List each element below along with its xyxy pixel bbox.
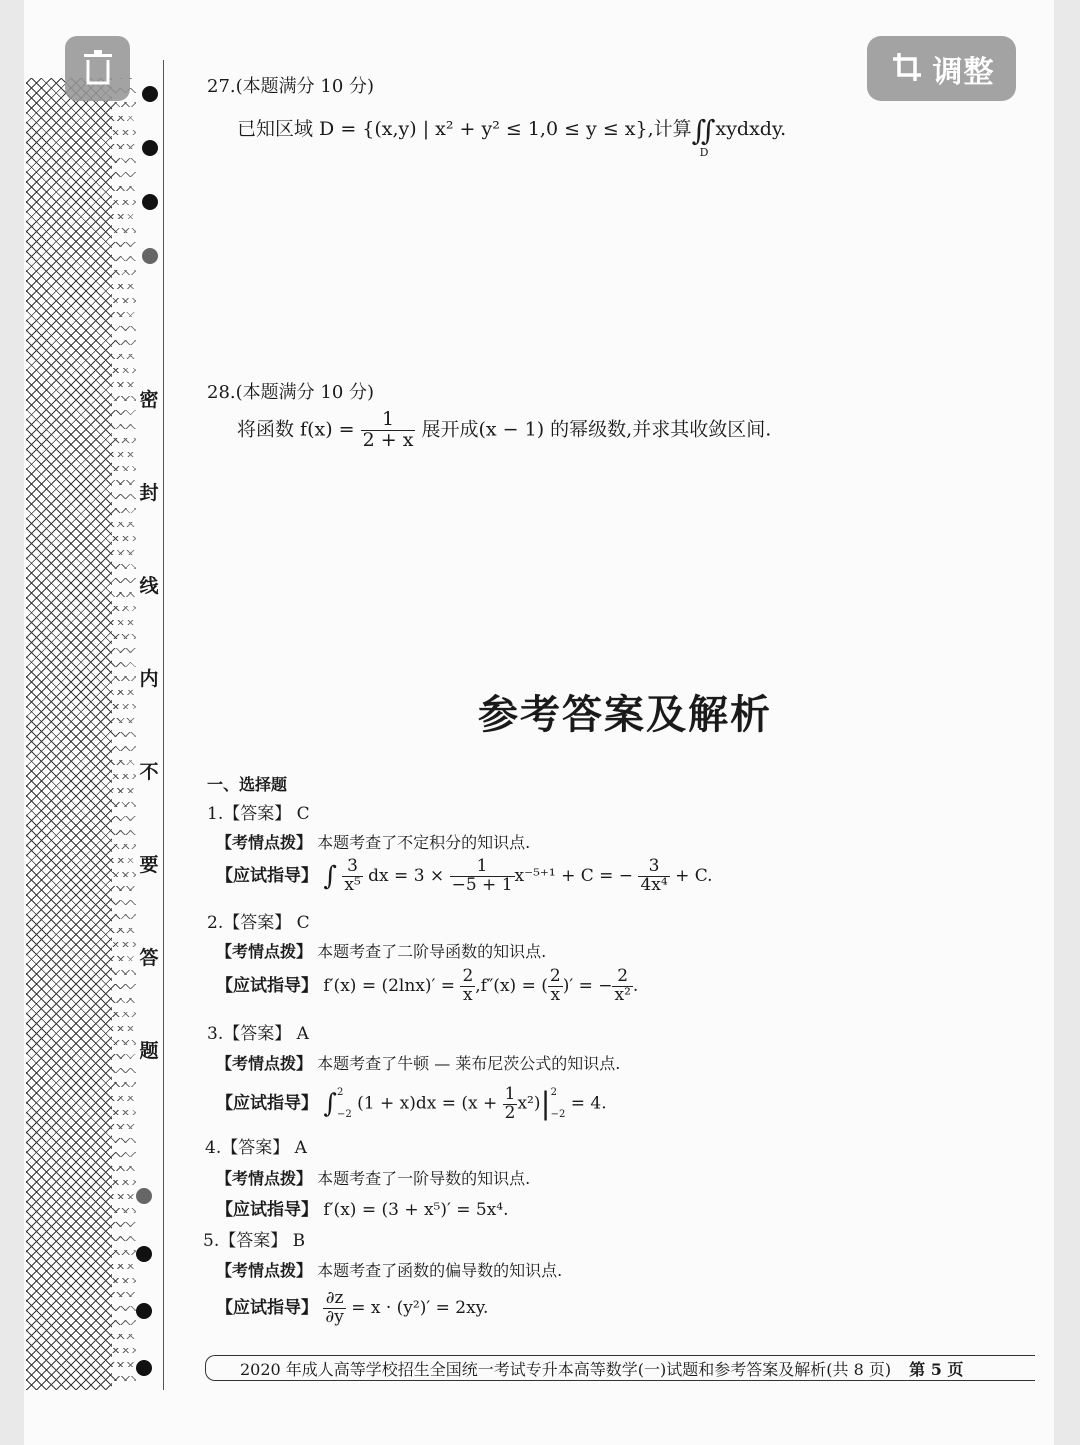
numerator: 1 bbox=[361, 410, 416, 431]
adjust-button[interactable] bbox=[867, 36, 1016, 101]
formula-text: = x · (y²)′ = 2xy. bbox=[351, 1297, 489, 1318]
binding-hole bbox=[142, 86, 158, 102]
denominator: x² bbox=[614, 984, 631, 1005]
kq-5 bbox=[216, 1258, 562, 1281]
section-heading: 一、选择题 bbox=[207, 775, 288, 794]
seal-char: 封 bbox=[139, 482, 159, 504]
binding-hole bbox=[136, 1360, 152, 1376]
integral-limits bbox=[337, 1082, 352, 1126]
crop-rotate-icon bbox=[889, 49, 925, 89]
page-title: 参考答案及解析 bbox=[478, 691, 772, 738]
kq-4 bbox=[216, 1166, 530, 1189]
seal-char: 线 bbox=[139, 575, 159, 597]
evaluation-limits bbox=[551, 1082, 566, 1126]
denominator: x bbox=[550, 984, 561, 1005]
kq-label: 【考情点拨】 bbox=[216, 1054, 313, 1073]
evaluation-bar: | bbox=[540, 1086, 551, 1122]
kq-1 bbox=[216, 830, 530, 853]
kq-text: 本题考查了函数的偏导数的知识点. bbox=[317, 1261, 563, 1280]
binding-hole bbox=[142, 248, 158, 264]
kq-text: 本题考查了二阶导函数的知识点. bbox=[317, 942, 547, 961]
seal-char: 密 bbox=[139, 389, 159, 411]
kq-text: 本题考查了一阶导数的知识点. bbox=[317, 1169, 531, 1188]
formula-text: dx = 3 × bbox=[368, 865, 445, 886]
lower-limit: −2 bbox=[550, 1109, 566, 1120]
fraction bbox=[612, 968, 632, 1005]
page-number: 第 5 页 bbox=[909, 1359, 964, 1379]
zd-3 bbox=[216, 1082, 607, 1126]
answer-3: 3.【答案】 A bbox=[207, 1024, 309, 1044]
formula-text: f′(x) = (2lnx)′ = bbox=[323, 975, 456, 996]
fraction bbox=[548, 968, 563, 1005]
binding-hole bbox=[142, 194, 158, 210]
zd-4 bbox=[216, 1195, 509, 1220]
formula-text: . bbox=[632, 975, 639, 996]
zd-label: 【应试指导】 bbox=[216, 1200, 318, 1220]
upper-limit: 2 bbox=[336, 1087, 344, 1098]
zd-label: 【应试指导】 bbox=[216, 1093, 318, 1114]
q28-heading: 28.(本题满分 10 分) bbox=[207, 382, 375, 403]
kq-text: 本题考查了不定积分的知识点. bbox=[317, 833, 531, 852]
formula-text: = 4. bbox=[570, 1093, 607, 1114]
adjust-label: 调整 bbox=[932, 54, 995, 90]
zd-label: 【应试指导】 bbox=[216, 975, 318, 996]
q28-text-end: 展开成(x − 1) 的幂级数,并求其收敛区间. bbox=[421, 418, 772, 441]
formula-text: ,f″(x) = ( bbox=[475, 975, 548, 996]
denominator: x bbox=[463, 984, 473, 1005]
fraction bbox=[323, 1290, 345, 1327]
fraction bbox=[450, 858, 515, 895]
numerator: 2 bbox=[462, 966, 474, 986]
answer-4: 4.【答案】 A bbox=[205, 1138, 307, 1158]
footer-text: 2020 年成人高等学校招生全国统一考试专升本高等数学(一)试题和参考答案及解析(共 8 页) bbox=[240, 1359, 892, 1379]
fraction bbox=[361, 410, 416, 451]
binding-hole bbox=[136, 1188, 152, 1204]
binding-hole bbox=[142, 140, 158, 156]
zd-label: 【应试指导】 bbox=[216, 865, 318, 886]
integral-sign: ∫ bbox=[323, 861, 337, 892]
kq-label: 【考情点拨】 bbox=[216, 833, 313, 852]
numerator: 1 bbox=[504, 1083, 516, 1104]
fraction bbox=[460, 968, 475, 1005]
integral-sign: ∬ bbox=[691, 114, 716, 147]
seal-char: 不 bbox=[139, 761, 159, 783]
q28-body bbox=[237, 410, 771, 451]
binding-hole bbox=[136, 1303, 152, 1319]
zd-5 bbox=[216, 1290, 488, 1327]
kq-label: 【考情点拨】 bbox=[216, 1261, 313, 1280]
binding-hole bbox=[136, 1246, 152, 1262]
lower-limit: −2 bbox=[336, 1109, 352, 1120]
numerator: ∂z bbox=[323, 1290, 345, 1309]
seal-char: 内 bbox=[139, 668, 159, 690]
formula-text: + C. bbox=[675, 865, 713, 886]
q28-text: 将函数 f(x) = bbox=[237, 418, 355, 441]
numerator: 2 bbox=[612, 968, 632, 987]
seal-char: 要 bbox=[139, 854, 159, 876]
denominator: 2 + x bbox=[362, 428, 414, 451]
denominator: 2 bbox=[504, 1102, 516, 1123]
answer-1: 1.【答案】 C bbox=[207, 804, 310, 824]
seal-char: 题 bbox=[139, 1040, 159, 1062]
formula-text: x²) bbox=[517, 1093, 541, 1114]
kq-3 bbox=[216, 1051, 620, 1074]
denominator: 4x⁴ bbox=[640, 874, 668, 895]
q27-integrand: xydxdy. bbox=[715, 118, 787, 140]
answer-2: 2.【答案】 C bbox=[207, 913, 310, 933]
kq-2 bbox=[216, 939, 546, 962]
kq-text: 本题考查了牛顿 — 莱布尼茨公式的知识点. bbox=[317, 1054, 621, 1073]
double-integral bbox=[691, 114, 716, 159]
seal-char: 答 bbox=[139, 947, 159, 969]
kq-label: 【考情点拨】 bbox=[216, 942, 313, 961]
q27-body bbox=[237, 114, 787, 159]
integral-subscript: D bbox=[699, 146, 709, 159]
denominator: x⁵ bbox=[344, 874, 361, 895]
numerator: 1 bbox=[450, 858, 515, 877]
q27-heading: 27.(本题满分 10 分) bbox=[207, 76, 375, 97]
formula-text: )′ = − bbox=[562, 975, 613, 996]
denominator: −5 + 1 bbox=[451, 874, 513, 895]
numerator: 3 bbox=[638, 858, 669, 877]
trash-icon bbox=[81, 48, 115, 90]
formula-text: x⁻⁵⁺¹ + C = − bbox=[514, 865, 634, 886]
zd-2 bbox=[216, 968, 638, 1005]
zd-1 bbox=[216, 858, 713, 895]
fraction bbox=[638, 858, 669, 895]
page-footer bbox=[205, 1355, 1035, 1381]
q27-text: 已知区域 D = {(x,y) | x² + y² ≤ 1,0 ≤ y ≤ x},计算 bbox=[237, 118, 692, 140]
kq-label: 【考情点拨】 bbox=[216, 1169, 313, 1188]
fraction bbox=[503, 1083, 518, 1123]
formula-text: (1 + x)dx = (x + bbox=[357, 1093, 498, 1114]
zd-label: 【应试指导】 bbox=[216, 1297, 318, 1318]
fraction bbox=[342, 858, 362, 895]
denominator: ∂y bbox=[325, 1306, 344, 1327]
delete-button[interactable] bbox=[65, 36, 130, 101]
formula-text: f′(x) = (3 + x⁵)′ = 5x⁴. bbox=[323, 1200, 509, 1220]
upper-limit: 2 bbox=[550, 1087, 557, 1098]
numerator: 3 bbox=[342, 858, 362, 877]
integral-sign: ∫ bbox=[323, 1089, 337, 1119]
answer-5: 5.【答案】 B bbox=[203, 1231, 306, 1251]
numerator: 2 bbox=[549, 966, 561, 986]
